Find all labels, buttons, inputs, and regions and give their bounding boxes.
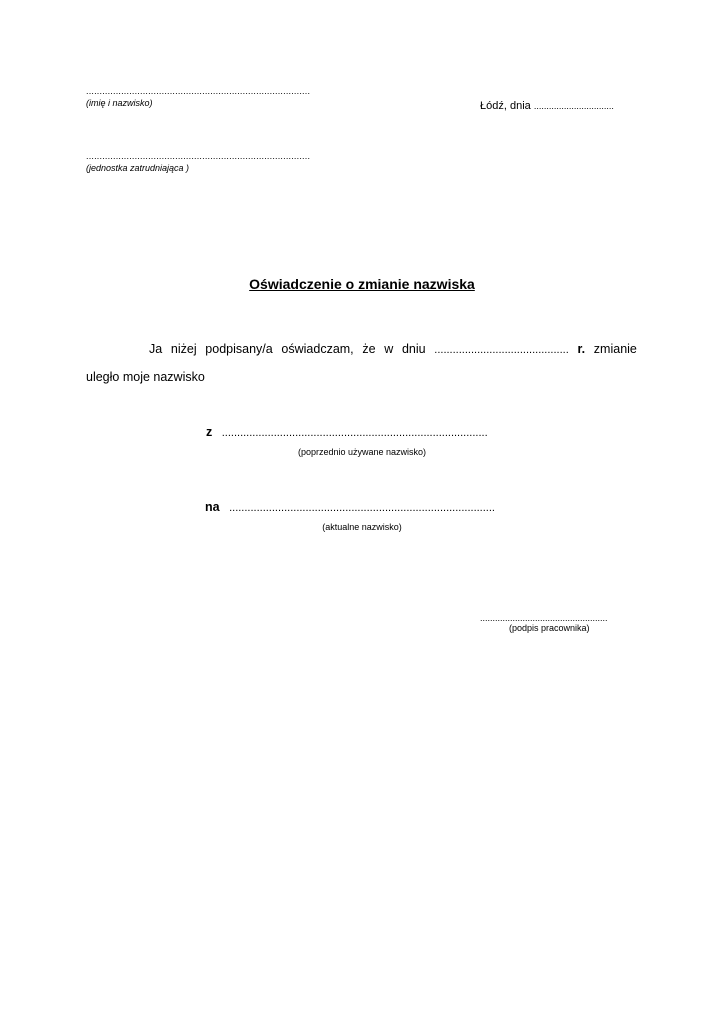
signature-caption: (podpis pracownika) <box>509 623 590 633</box>
statement-line-2: uległo moje nazwisko <box>86 370 205 384</box>
unit-caption: (jednostka zatrudniająca ) <box>86 163 190 173</box>
previous-name-dots: ....................................................................................... <box>221 427 488 439</box>
current-name-line <box>205 500 495 514</box>
statement-word: że <box>362 342 376 356</box>
current-name-prefix: na <box>205 500 220 514</box>
previous-name-line <box>206 425 488 439</box>
previous-name-prefix: z <box>206 425 213 439</box>
unit-dots-line: ................................................................................... <box>86 151 311 161</box>
place-date-dots: ................................ <box>533 101 614 111</box>
document-title: Oświadczenie o zmianie nazwiska <box>249 276 475 292</box>
statement-word: niżej <box>170 342 197 356</box>
statement-word: zmianie <box>593 342 637 356</box>
statement-word: oświadczam, <box>281 342 354 356</box>
name-caption: (imię i nazwisko) <box>86 98 153 108</box>
statement-date-dots: ............................................ <box>434 344 569 356</box>
place-date <box>480 100 614 112</box>
statement-word: podpisany/a <box>205 342 273 356</box>
statement-word: Ja <box>149 342 163 356</box>
statement-year-mark: r. <box>577 342 586 356</box>
current-name-dots: ....................................................................................... <box>229 502 495 514</box>
current-name-caption: (aktualne nazwisko) <box>322 522 402 532</box>
statement-line-1 <box>86 342 637 356</box>
place-date-label: Łódź, dnia <box>480 100 531 112</box>
name-dots-line: ................................................................................... <box>86 86 311 96</box>
previous-name-caption: (poprzednio używane nazwisko) <box>297 447 427 457</box>
statement-word: w <box>384 342 394 356</box>
statement-word: dniu <box>401 342 426 356</box>
signature-dots: ................................................... <box>480 613 608 623</box>
